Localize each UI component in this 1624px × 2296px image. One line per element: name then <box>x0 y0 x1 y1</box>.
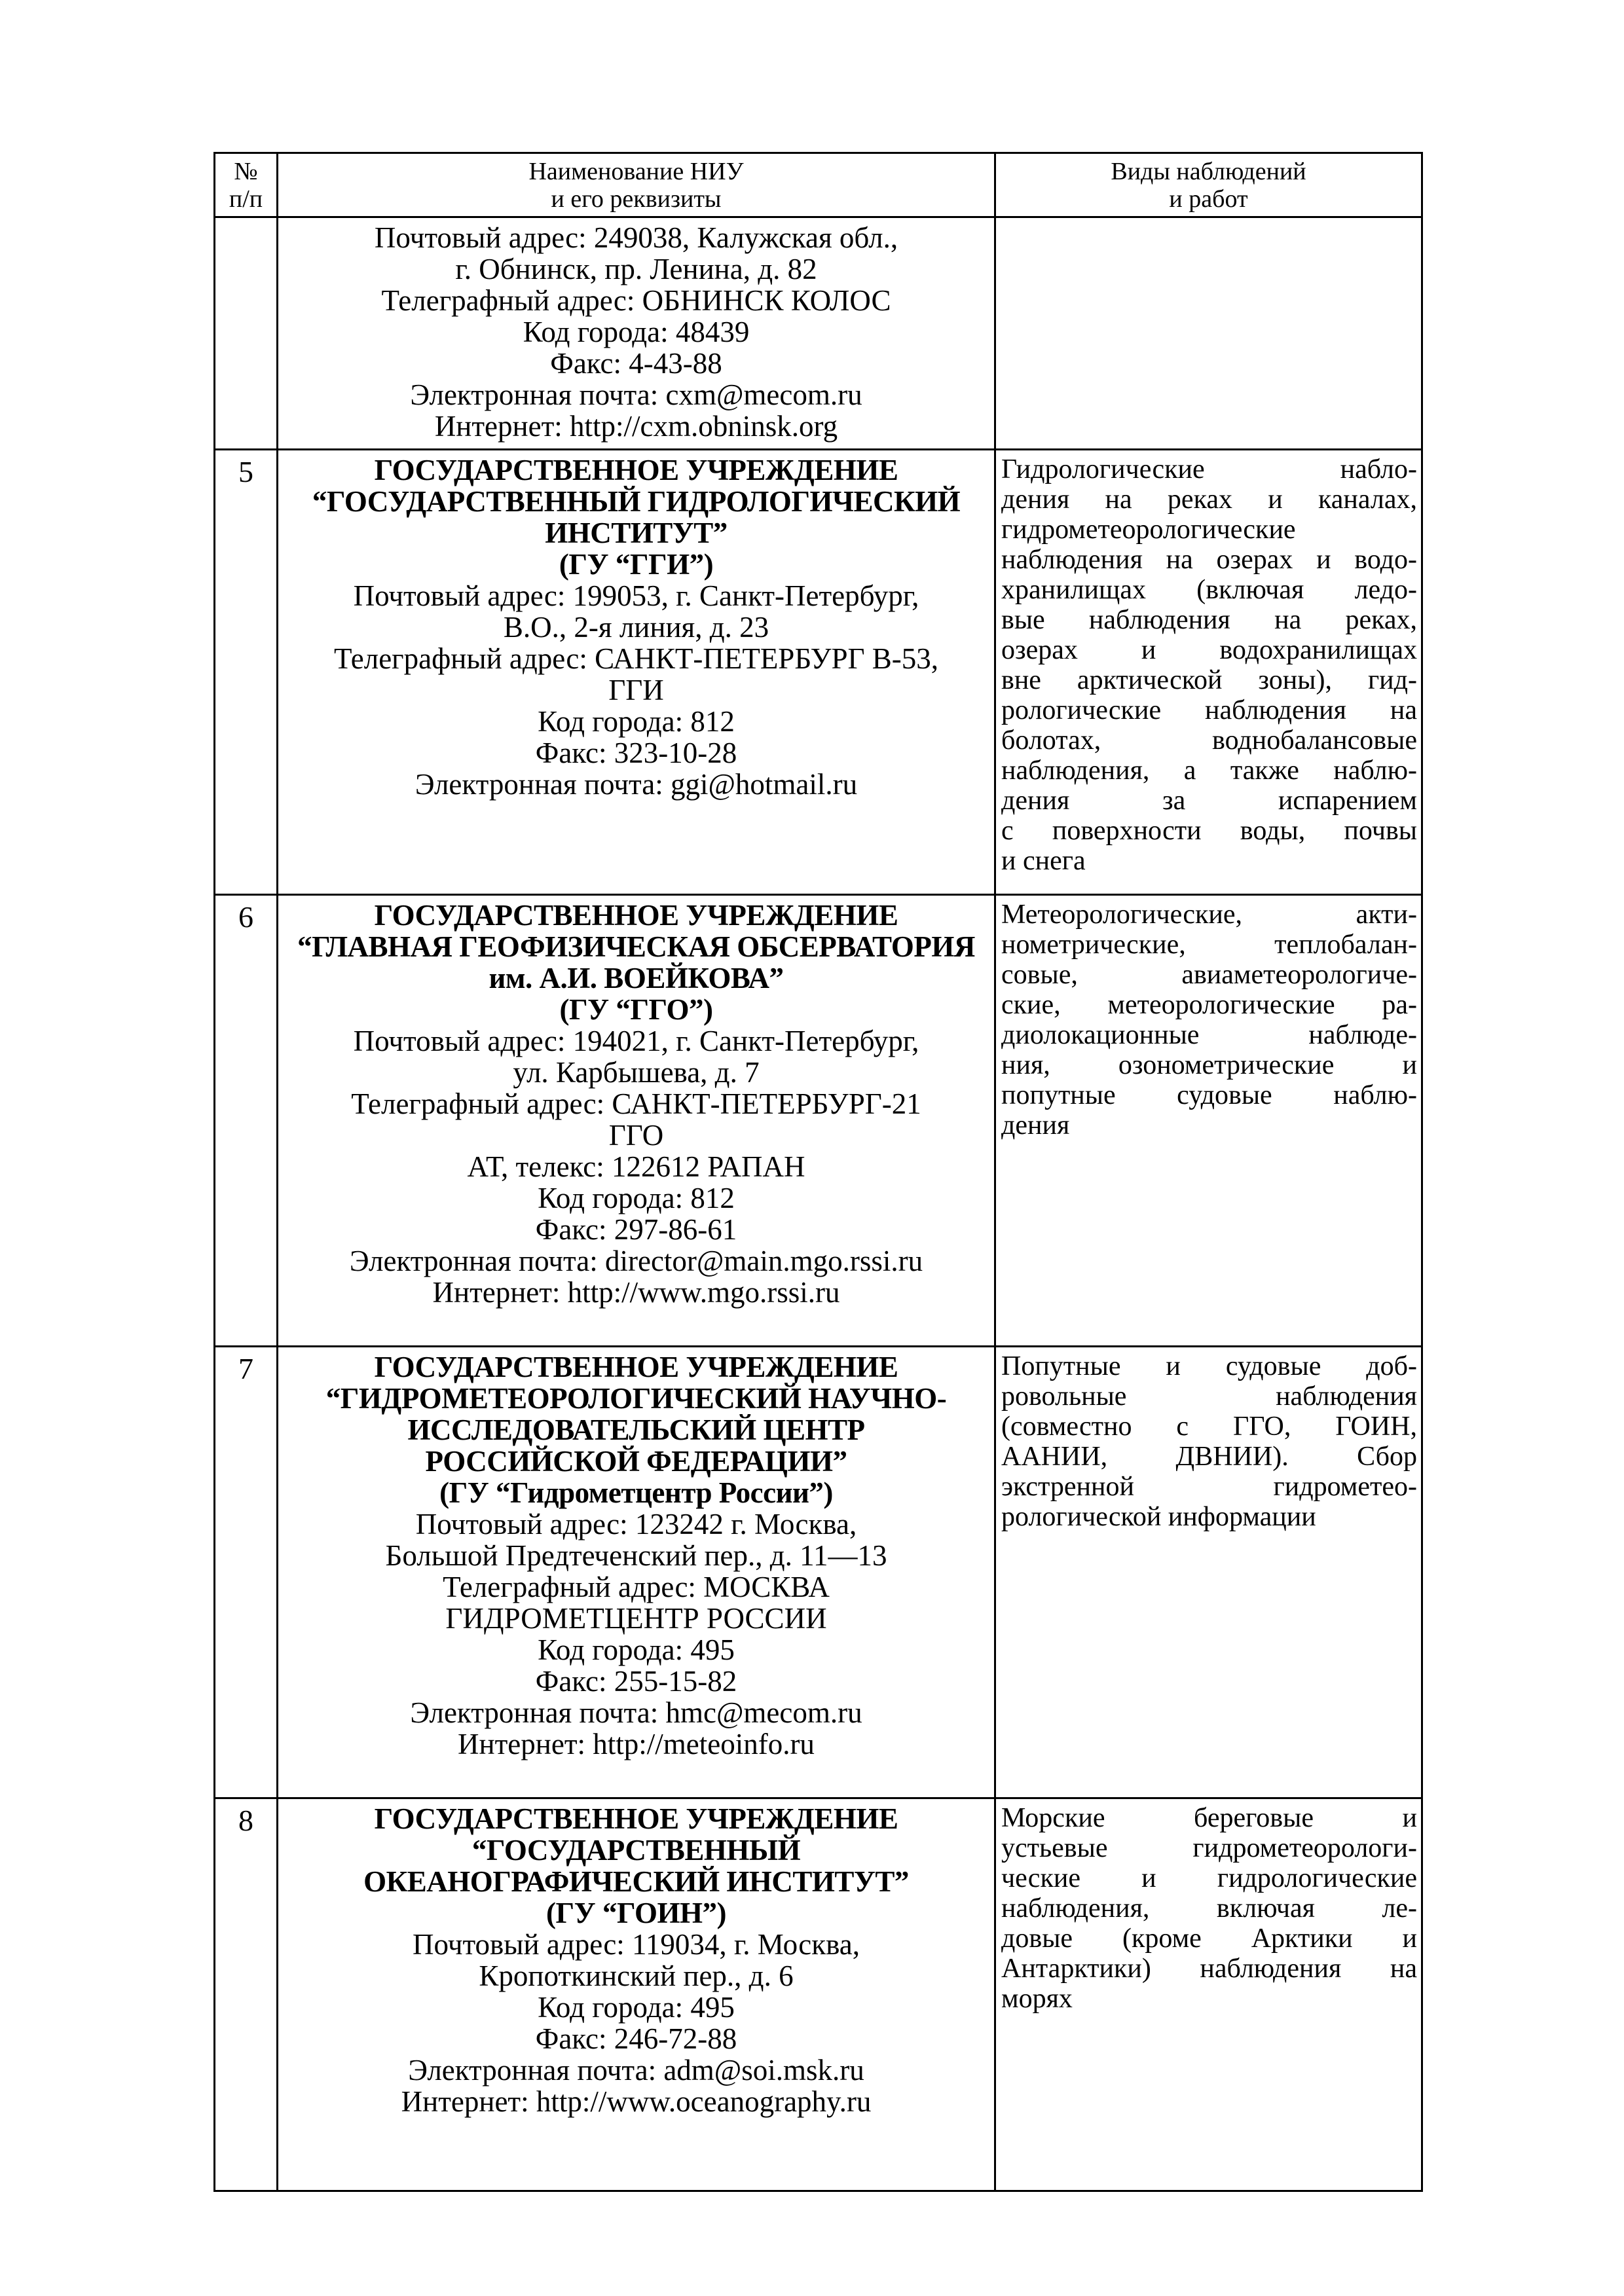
institution-requisite-line: ГГИ <box>608 674 664 706</box>
institution-requisite-line: Большой Предтеченский пер., д. 11—13 <box>385 1539 887 1572</box>
observation-types-line: ские, метеорологические ра- <box>1001 990 1417 1020</box>
header-number-line: п/п <box>229 185 263 213</box>
institution-requisite-line: Почтовый адрес: 199053, г. Санкт-Петербург, <box>353 579 919 612</box>
institutions-table <box>213 152 1423 2192</box>
institution-requisite-line: Почтовый адрес: 194021, г. Санкт-Петербург, <box>353 1025 919 1057</box>
institution-title-line: ГОСУДАРСТВЕННОЕ УЧРЕЖДЕНИЕ <box>374 899 898 932</box>
institution-requisite-line: Почтовый адрес: 249038, Калужская обл., <box>374 221 898 254</box>
observation-types-line: совые, авиаметеорологиче- <box>1001 960 1417 990</box>
institution-title-line: ГОСУДАРСТВЕННОЕ УЧРЕЖДЕНИЕ <box>374 454 898 486</box>
row-number: 6 <box>215 895 278 1347</box>
institution-title-line: “ГОСУДАРСТВЕННЫЙ ГИДРОЛОГИЧЕСКИЙ <box>312 485 961 518</box>
institution-requisite-line: Телеграфный адрес: ОБНИНСК КОЛОС <box>381 284 891 317</box>
institution-title-line: (ГУ “ГОИН”) <box>546 1897 726 1929</box>
institution-requisite-line: Интернет: http://www.mgo.rssi.ru <box>432 1276 840 1309</box>
institution-requisite-line: Телеграфный адрес: САНКТ-ПЕТЕРБУРГ В-53, <box>333 642 938 675</box>
institution-details <box>278 450 995 895</box>
institution-title-line: ГОСУДАРСТВЕННОЕ УЧРЕЖДЕНИЕ <box>374 1802 898 1835</box>
table-row <box>215 450 1422 895</box>
institution-details <box>278 1347 995 1798</box>
institution-requisite-line: Код города: 495 <box>538 1991 735 2024</box>
institution-details <box>278 895 995 1347</box>
observation-types <box>995 217 1422 450</box>
institution-requisite-line: г. Обнинск, пр. Ленина, д. 82 <box>455 253 817 285</box>
observation-types-line: ния, озонометрические и <box>1001 1050 1417 1080</box>
row-number: 5 <box>215 450 278 895</box>
institution-requisite-line: Электронная почта: ggi@hotmail.ru <box>415 768 858 801</box>
institution-requisite-line: Интернет: http://cxm.obninsk.org <box>434 410 838 443</box>
observation-types-line: рологические наблюдения на <box>1001 695 1417 725</box>
observation-types <box>995 1347 1422 1798</box>
table-row <box>215 217 1422 450</box>
institution-title-line: ГОСУДАРСТВЕННОЕ УЧРЕЖДЕНИЕ <box>374 1351 898 1383</box>
institution-requisite-line: Интернет: http://www.oceanography.ru <box>401 2085 872 2118</box>
observation-types-line: нометрические, теплобалан- <box>1001 930 1417 960</box>
header-observations <box>995 153 1422 217</box>
header-institution-line: и его реквизиты <box>551 185 722 213</box>
table-row <box>215 895 1422 1347</box>
institution-requisite-line: Интернет: http://meteoinfo.ru <box>458 1728 815 1760</box>
institution-title-line: ИССЛЕДОВАТЕЛЬСКИЙ ЦЕНТР <box>407 1413 865 1446</box>
observation-types-line: наблюдения, а также наблю- <box>1001 756 1417 786</box>
table-body <box>215 217 1422 2191</box>
institution-requisite-line: Кропоткинский пер., д. 6 <box>479 1959 794 1992</box>
header-number <box>215 153 278 217</box>
observation-types-line: наблюдения на озерах и водо- <box>1001 545 1417 575</box>
observation-types-line: дения на реках и каналах, <box>1001 484 1417 515</box>
header-institution-line: Наименование НИУ <box>528 158 744 185</box>
observation-types-line: хранилищах (включая ледо- <box>1001 575 1417 605</box>
observation-types-line: Попутные и судовые доб- <box>1001 1351 1417 1381</box>
institution-requisite-line: Электронная почта: hmc@mecom.ru <box>410 1696 862 1729</box>
institution-requisite-line: Код города: 812 <box>538 705 735 738</box>
observation-types-line: рологической информации <box>1001 1502 1316 1532</box>
observation-types-line: (совместно с ГГО, ГОИН, <box>1001 1412 1417 1442</box>
table-row <box>215 1798 1422 2191</box>
header-institution <box>278 153 995 217</box>
observation-types-line: попутные судовые наблю- <box>1001 1080 1417 1110</box>
observation-types-line: озерах и водохранилищах <box>1001 635 1417 665</box>
header-number-line: № <box>234 158 258 185</box>
observation-types-line: вые наблюдения на реках, <box>1001 605 1417 635</box>
institution-requisite-line: Электронная почта: adm@soi.msk.ru <box>408 2054 864 2086</box>
observation-types-line: экстренной гидрометео- <box>1001 1472 1417 1502</box>
observation-types-line: наблюдения, включая ле- <box>1001 1893 1417 1923</box>
header-observations-line: Виды наблюдений <box>1111 158 1306 185</box>
document-page <box>213 152 1421 2192</box>
institution-requisite-line: Телеграфный адрес: МОСКВА <box>443 1571 830 1603</box>
table-header-row <box>215 153 1422 217</box>
institution-requisite-line: Телеграфный адрес: САНКТ-ПЕТЕРБУРГ-21 <box>351 1087 921 1120</box>
institution-requisite-line: ГГО <box>608 1119 664 1152</box>
institution-requisite-line: ГИДРОМЕТЦЕНТР РОССИИ <box>445 1602 827 1635</box>
row-number: 8 <box>215 1798 278 2191</box>
observation-types-line: Антарктики) наблюдения на <box>1001 1954 1417 1984</box>
institution-requisite-line: Электронная почта: director@main.mgo.rssi.ru <box>349 1245 923 1277</box>
observation-types-line: Метеорологические, акти- <box>1001 900 1417 930</box>
institution-requisite-line: Факс: 4-43-88 <box>550 347 722 380</box>
table-row <box>215 1347 1422 1798</box>
observation-types-line: ровольные наблюдения <box>1001 1381 1417 1412</box>
observation-types-line: довые (кроме Арктики и <box>1001 1923 1417 1954</box>
institution-title-line: (ГУ “Гидрометцентр России”) <box>439 1476 833 1509</box>
observation-types-line: дения <box>1001 1110 1070 1140</box>
institution-details <box>278 1798 995 2191</box>
observation-types <box>995 895 1422 1347</box>
institution-requisite-line: АТ, телекс: 122612 РАПАН <box>467 1150 805 1183</box>
observation-types-line: морях <box>1001 1984 1073 2014</box>
observation-types-line: устьевые гидрометеорологи- <box>1001 1833 1417 1863</box>
observation-types-line: ческие и гидрологические <box>1001 1863 1417 1893</box>
institution-details <box>278 217 995 450</box>
institution-requisite-line: Факс: 297-86-61 <box>535 1213 737 1246</box>
institution-title-line: ОКЕАНОГРАФИЧЕСКИЙ ИНСТИТУТ” <box>363 1865 909 1898</box>
observation-types-line: болотах, воднобалансовые <box>1001 725 1417 756</box>
institution-requisite-line: Код города: 48439 <box>523 316 750 348</box>
institution-title-line: (ГУ “ГГО”) <box>559 993 713 1026</box>
observation-types-line: с поверхности воды, почвы <box>1001 816 1417 846</box>
institution-requisite-line: Факс: 323-10-28 <box>535 737 737 769</box>
institution-requisite-line: ул. Карбышева, д. 7 <box>513 1056 760 1089</box>
institution-requisite-line: Факс: 246-72-88 <box>535 2022 737 2055</box>
observation-types-line: диолокационные наблюде- <box>1001 1020 1417 1050</box>
institution-title-line: “ГИДРОМЕТЕОРОЛОГИЧЕСКИЙ НАУЧНО- <box>325 1382 947 1415</box>
institution-title-line: (ГУ “ГГИ”) <box>559 548 714 581</box>
observation-types-line: ААНИИ, ДВНИИ). Сбор <box>1001 1442 1417 1472</box>
observation-types <box>995 450 1422 895</box>
institution-title-line: “ГОСУДАРСТВЕННЫЙ <box>471 1834 801 1867</box>
row-number: 7 <box>215 1347 278 1798</box>
observation-types <box>995 1798 1422 2191</box>
institution-title-line: ИНСТИТУТ” <box>545 517 728 549</box>
institution-title-line: им. А.И. ВОЕЙКОВА” <box>489 962 784 994</box>
institution-requisite-line: В.О., 2-я линия, д. 23 <box>503 611 769 644</box>
observation-types-line: Морские береговые и <box>1001 1803 1417 1833</box>
institution-requisite-line: Код города: 812 <box>538 1182 735 1214</box>
header-observations-line: и работ <box>1169 185 1248 213</box>
observation-types-line: Гидрологические набло- <box>1001 454 1417 484</box>
institution-requisite-line: Факс: 255-15-82 <box>535 1665 737 1698</box>
institution-requisite-line: Код города: 495 <box>538 1633 735 1666</box>
observation-types-line: и снега <box>1001 846 1086 876</box>
institution-requisite-line: Почтовый адрес: 123242 г. Москва, <box>415 1508 857 1540</box>
institution-requisite-line: Электронная почта: cxm@mecom.ru <box>410 378 862 411</box>
observation-types-line: вне арктической зоны), гид- <box>1001 665 1417 695</box>
observation-types-line: дения за испарением <box>1001 786 1417 816</box>
observation-types-line: гидрометеорологические <box>1001 515 1296 545</box>
institution-title-line: РОССИЙСКОЙ ФЕДЕРАЦИИ” <box>425 1445 847 1478</box>
institution-title-line: “ГЛАВНАЯ ГЕОФИЗИЧЕСКАЯ ОБСЕРВАТОРИЯ <box>297 930 975 963</box>
row-number <box>215 217 278 450</box>
institution-requisite-line: Почтовый адрес: 119034, г. Москва, <box>413 1928 860 1961</box>
